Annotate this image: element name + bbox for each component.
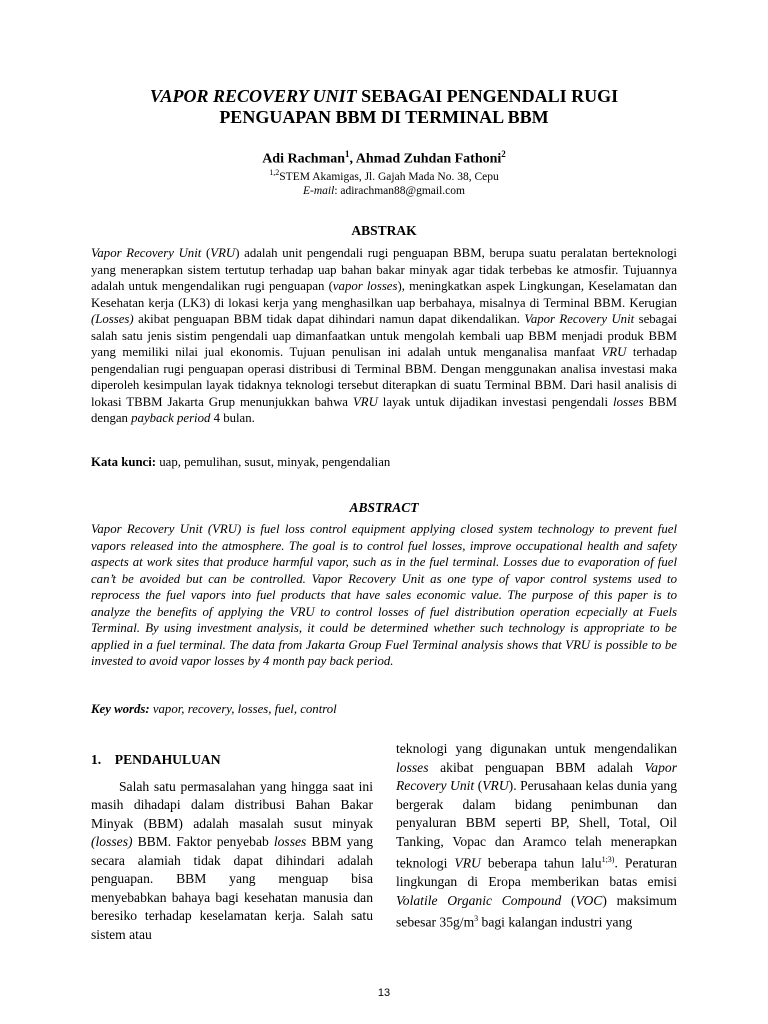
abstrak-heading: ABSTRAK [351, 223, 417, 238]
paper-title [80, 86, 688, 128]
title-italic-part: VAPOR RECOVERY UNIT [149, 86, 357, 106]
section-heading: 1. PENDAHULUAN [91, 752, 221, 767]
title-rest: SEBAGAI PENGENDALI RUGI [356, 86, 619, 106]
key-words [91, 702, 677, 717]
author-2-sup: 2 [501, 149, 506, 159]
page-number: 13 [377, 987, 391, 999]
left-column [91, 751, 373, 944]
author-1: Adi Rachman [262, 151, 346, 167]
author-1-sup: 1 [345, 149, 350, 159]
author-separator: , [349, 151, 356, 167]
intro-paragraph-right: teknologi yang digunakan untuk mengendalikan losses akibat penguapan BBM adalah Vapor Recovery Unit (VRU). Perusahaan kelas dunia yang bergerak dalam bidang penimbunan dan penyaluran BBM seperti BP, Shell, Total, Oil Tanking, Vopac dan Aramco telah menerapkan teknologi VRU beberapa tahun lalu$^{1;3)}$. Peraturan lingkungan di Eropa memberikan batas emisi Volatile Organic Compound (VOC) maksimum sebesar $35g/m^3$ bagi kalangan industri yang [396, 741, 677, 930]
abstract-heading: ABSTRACT [349, 500, 419, 515]
kata-kunci-label: Kata kunci: [91, 455, 157, 469]
email-address: : adirachman88@gmail.com [334, 184, 465, 197]
abstract-paragraph: Vapor Recovery Unit (VRU) is fuel loss control equipment applying closed system technology to prevent fuel vapors released into the atmosphere. The goal is to control fuel losses, improve occupational health and safety aspects at work sites that produce harmful vapor, such as in the fuel terminal. Losses due to evaporation of fuel can’t be avoided but can be controlled. Vapor Recovery Unit as one type of vapor control systems used to reprocess the fuel vapors into fuel products that have sales economic value. The purpose of this paper is to analyze the benefits of applying the VRU to control losses of fuel distribution operation ecpecially at Fuels Terminal. By using investment analysis, it could be determined whether such technology is appropriate to be applied in a fuel terminal. The data from Jakarta Group Fuel Terminal analysis shows that VRU is possible to be invested to avoid vapor losses by 4 month pay back period. [91, 522, 677, 668]
author-list [80, 149, 688, 168]
abstrak-paragraph: Vapor Recovery Unit (VRU) adalah unit pengendali rugi penguapan BBM, berupa suatu peralatan berteknologi yang menerapkan sistem tertutup terhadap uap bahan bakar minyak agar tidak terbebas ke atmosfir. Tujuannya adalah untuk mengendalikan rugi penguapan (vapor losses), meningkatkan aspek Lingkungan, Keselamatan dan Kesehatan kerja (LK3) di lokasi kerja yang menghasilkan uap berbahaya, misalnya di Terminal BBM. Kerugian (Losses) akibat penguapan BBM tidak dapat dihindari namun dapat dikendalikan. Vapor Recovery Unit sebagai salah satu jenis sistim pengendali uap dimanfaatkan untuk mengolah kembali uap BBM menjadi produk BBM yang memiliki nilai jual ekonomis. Tujuan penulisan ini adalah untuk menganalisa manfaat VRU terhadap pengendalian rugi penguapan operasi distribusi di Terminal BBM. Dengan menggunakan analisa investasi maka diperoleh kesimpulan layak tidaknya teknologi tersebut diterapkan di suatu Terminal BBM. Dari hasil analisis di lokasi TBBM Jakarta Grup menunjukkan bahwa VRU layak untuk dijadikan investasi pengendali losses BBM dengan payback period 4 bulan. [91, 246, 678, 425]
affiliation-text: STEM Akamigas, Jl. Gajah Mada No. 38, Cepu [279, 170, 499, 183]
title-line-2: PENGUAPAN BBM DI TERMINAL BBM [219, 107, 549, 127]
email-line [80, 184, 688, 198]
affiliation [80, 166, 688, 184]
kata-kunci [91, 455, 677, 470]
affiliation-sup: 1,2 [269, 168, 280, 177]
abstract-body [91, 521, 677, 670]
email-label: E-mail [303, 184, 335, 197]
key-words-text: vapor, recovery, losses, fuel, control [149, 702, 337, 716]
author-2: Ahmad Zuhdan Fathoni [355, 151, 502, 167]
kata-kunci-text: uap, pemulihan, susut, minyak, pengendalian [156, 455, 391, 469]
intro-paragraph-left: Salah satu permasalahan yang hingga saat ini masih dihadapi dalam distribusi Bahan Bakar Minyak (BBM) adalah masalah susut minyak (losses) BBM. Faktor penyebab losses BBM yang secara alamiah tidak dapat dihindari adalah penguapan. BBM yang menguap bisa menyebabkan bahaya bagi kesehatan manusia dan beresiko terhadap keselamatan kerja. Salah satu sistem atau [91, 778, 373, 942]
affiliation-block [80, 166, 688, 198]
right-column [396, 740, 677, 932]
abstrak-body [91, 245, 677, 427]
key-words-label: Key words: [91, 702, 150, 716]
title-line-1 [80, 86, 688, 107]
